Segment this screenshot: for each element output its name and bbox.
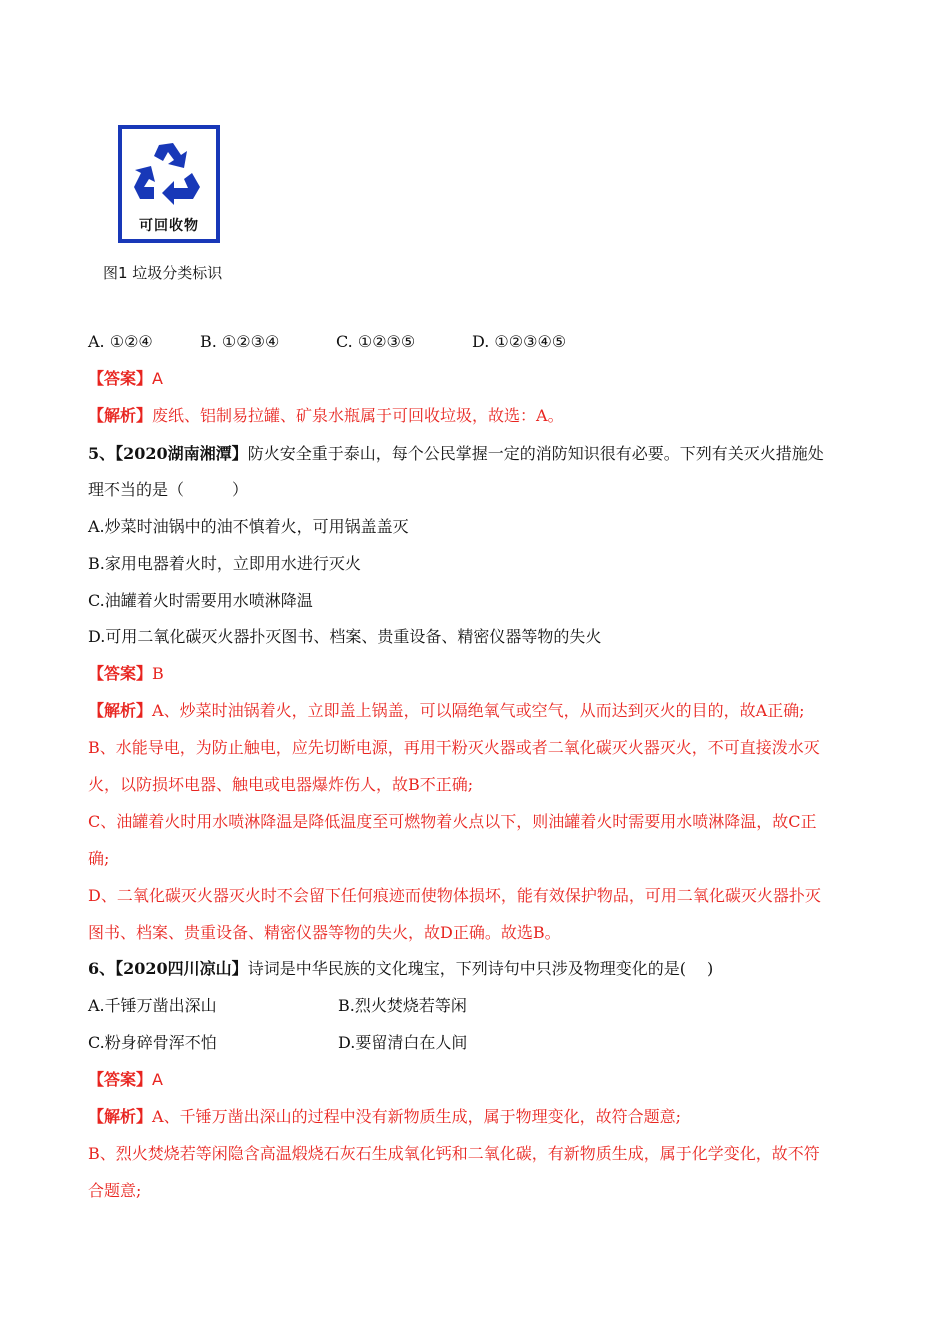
q5-analysis-line3: 火，以防损坏电器、触电或电器爆炸伤人，故B不正确; <box>88 775 474 794</box>
q4-option-a: A. ①②④ <box>88 332 153 351</box>
question-text: 诗词是中华民族的文化瑰宝，下列诗句中只涉及物理变化的是( ) <box>247 959 714 978</box>
q6-analysis-line2: B、烈火焚烧若等闲隐含高温煅烧石灰石生成氧化钙和二氧化碳，有新物质生成，属于化学变化，故不符 <box>88 1144 820 1163</box>
q6-option-d: D.要留清白在人间 <box>338 1033 468 1052</box>
question-source: 【2020湖南湘潭】 <box>115 444 248 463</box>
answer-tag: 【答案】 <box>88 1070 153 1089</box>
question-text: 防火安全重于泰山，每个公民掌握一定的消防知识很有必要。下列有关灭火措施处 <box>247 444 824 463</box>
analysis-tag: 【解析】 <box>88 701 153 720</box>
answer-value: A <box>152 369 163 388</box>
recycle-icon <box>132 139 206 209</box>
answer-value: A <box>152 1070 163 1089</box>
answer-tag: 【答案】 <box>88 664 153 683</box>
logo-label: 可回收物 <box>139 218 199 234</box>
analysis-text: A、千锤万凿出深山的过程中没有新物质生成，属于物理变化，故符合题意; <box>152 1107 681 1126</box>
question-number: 6、 <box>88 959 116 978</box>
q5-analysis-line6: D、二氧化碳灭火器灭火时不会留下任何痕迹而使物体损坏，能有效保护物品，可用二氧化碳灭火器扑灭 <box>88 886 821 905</box>
q5-option-b: B.家用电器着火时，立即用水进行灭火 <box>88 554 361 573</box>
q6-answer <box>88 1069 163 1091</box>
answer-tag: 【答案】 <box>88 369 153 388</box>
q5-analysis-line7: 图书、档案、贵重设备、精密仪器等物的失火，故D正确。故选B。 <box>88 923 561 942</box>
figure-caption: 图1 垃圾分类标识 <box>103 264 223 282</box>
analysis-text: 废纸、铝制易拉罐、矿泉水瓶属于可回收垃圾，故选：A。 <box>152 406 564 425</box>
q5-stem-line2: 理不当的是（ ） <box>88 480 249 499</box>
q6-analysis-line1 <box>88 1106 681 1128</box>
q4-answer <box>88 368 163 390</box>
analysis-tag: 【解析】 <box>88 406 153 425</box>
q5-analysis-line1 <box>88 700 805 722</box>
q6-option-a: A.千锤万凿出深山 <box>88 996 217 1015</box>
question-source: 【2020四川凉山】 <box>115 959 248 978</box>
q6-option-b: B.烈火焚烧若等闲 <box>338 996 467 1015</box>
analysis-tag: 【解析】 <box>88 1107 153 1126</box>
q5-analysis-line2: B、水能导电，为防止触电，应先切断电源，再用干粉灭火器或者二氧化碳灭火器灭火，不可直接泼水灭 <box>88 738 820 757</box>
analysis-text: A、炒菜时油锅着火，立即盖上锅盖，可以隔绝氧气或空气，从而达到灭火的目的，故A正确; <box>152 701 805 720</box>
q4-option-d: D. ①②③④⑤ <box>472 332 567 351</box>
q5-option-c: C.油罐着火时需要用水喷淋降温 <box>88 591 313 610</box>
q5-analysis-line5: 确; <box>88 849 110 868</box>
q4-option-b: B. ①②③④ <box>200 332 280 351</box>
q6-option-c: C.粉身碎骨浑不怕 <box>88 1033 217 1052</box>
q6-stem <box>88 958 713 980</box>
q5-option-a: A.炒菜时油锅中的油不慎着火，可用锅盖盖灭 <box>88 517 409 536</box>
answer-value: B <box>152 664 164 683</box>
question-number: 5、 <box>88 444 116 463</box>
q5-stem-line1 <box>88 443 824 465</box>
q5-answer <box>88 663 164 685</box>
q4-option-c: C. ①②③⑤ <box>336 332 416 351</box>
q5-analysis-line4: C、油罐着火时用水喷淋降温是降低温度至可燃物着火点以下，则油罐着火时需要用水喷淋降温，故C正 <box>88 812 817 831</box>
q4-analysis <box>88 405 564 427</box>
q6-analysis-line3: 合题意; <box>88 1181 142 1200</box>
q5-option-d: D.可用二氧化碳灭火器扑灭图书、档案、贵重设备、精密仪器等物的失火 <box>88 627 602 646</box>
recycle-sign <box>118 125 220 243</box>
